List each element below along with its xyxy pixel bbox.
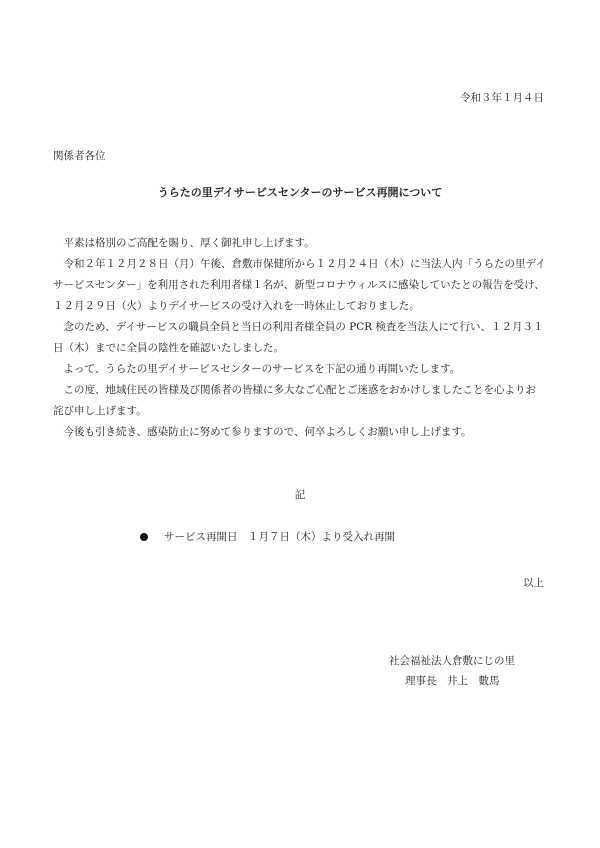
document-title: うらたの里デイサービスセンターのサービス再開について: [157, 186, 443, 199]
body-line-6: 日（木）までに全員の陰性を確認いたしました。: [53, 342, 284, 354]
body-line-1: 平素は格別のご高配を賜り、厚く御礼申し上げます。: [53, 237, 315, 249]
body-line-10: 今後も引き続き、感染防止に努めて参りますので、何卒よろしくお願い申し上げます。: [53, 426, 472, 438]
body-line-9: 詫び申し上げます。: [53, 405, 147, 417]
body-line-4: １２月２９日（火）よりデイサービスの受け入れを一時休止しておりました。: [53, 300, 420, 312]
signer-name: 理事長 井上 數馬: [405, 675, 500, 687]
addressee: 関係者各位: [53, 150, 106, 162]
resume-item-text: サービス再開日 １月７日（木）より受入れ再開: [164, 531, 395, 543]
body-line-2: 令和２年１２月２８日（月）午後、倉敷市保健所から１２月２４日（木）に当法人内「うらたの里デイ: [53, 258, 546, 270]
body-line-5: 念のため、デイサービスの職員全員と当日の利用者様全員の PCR 検査を当法人にて行い、１２月３１: [53, 321, 544, 333]
body-line-7: よって、うらたの里デイサービスセンターのサービスを下記の通り再開いたします。: [53, 363, 461, 375]
document-date: 令和３年１月４日: [460, 92, 544, 104]
organization-name: 社会福祉法人倉敷にじの里: [389, 655, 515, 667]
closing-mark: 以上: [523, 577, 544, 589]
bullet-icon: [140, 533, 148, 541]
body-line-3: サービスセンター」を利用された利用者様１名が、新型コロナウィルスに感染していたとの報告を受け、: [53, 279, 545, 291]
resume-item: [140, 530, 395, 544]
body-line-8: この度、地域住民の皆様及び関係者の皆様に多大なご心配とご迷惑をおかけしましたことを心よりお: [53, 384, 536, 396]
ki-heading: 記: [294, 489, 306, 501]
